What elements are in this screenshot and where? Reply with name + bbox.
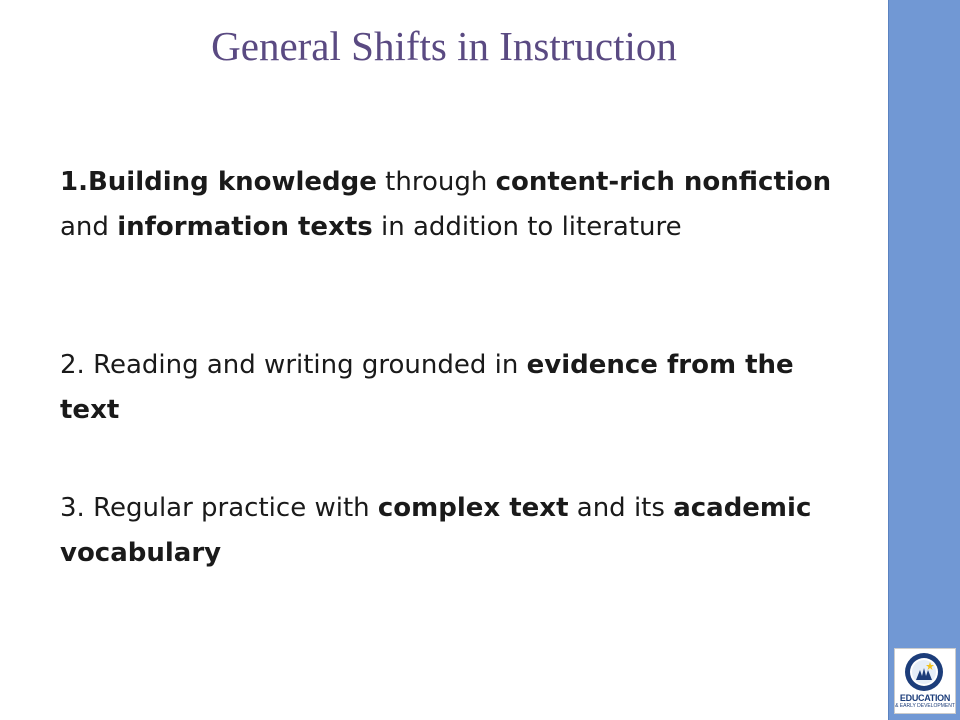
point-3 — [60, 486, 850, 576]
point-3-part-2: complex text — [377, 493, 569, 523]
point-2-part-1: 2. Reading and writing grounded in — [60, 350, 527, 380]
point-1-part-6: in addition to literature — [372, 212, 682, 242]
point-1-part-3: content-rich nonfiction — [495, 167, 832, 197]
point-1 — [60, 160, 850, 250]
logo-name: EDUCATION — [899, 693, 951, 703]
point-3-part-3: and its — [568, 493, 674, 523]
slide-title: General Shifts in Instruction — [211, 23, 677, 69]
logo-tagline: & EARLY DEVELOPMENT — [895, 703, 955, 709]
point-1-part-1: 1.Building knowledge — [60, 167, 377, 197]
point-1-part-5: information texts — [117, 212, 373, 242]
point-2-part-2: evidence from the text — [60, 350, 794, 425]
point-1-part-4: and — [60, 212, 118, 242]
point-2 — [60, 343, 850, 433]
seal-icon — [904, 652, 944, 692]
sidebar-accent-bar — [888, 0, 960, 720]
point-3-part-4: academic vocabulary — [60, 493, 812, 568]
education-logo — [894, 648, 956, 714]
point-3-part-1: 3. Regular practice with — [60, 493, 378, 523]
point-1-part-2: through — [376, 167, 496, 197]
